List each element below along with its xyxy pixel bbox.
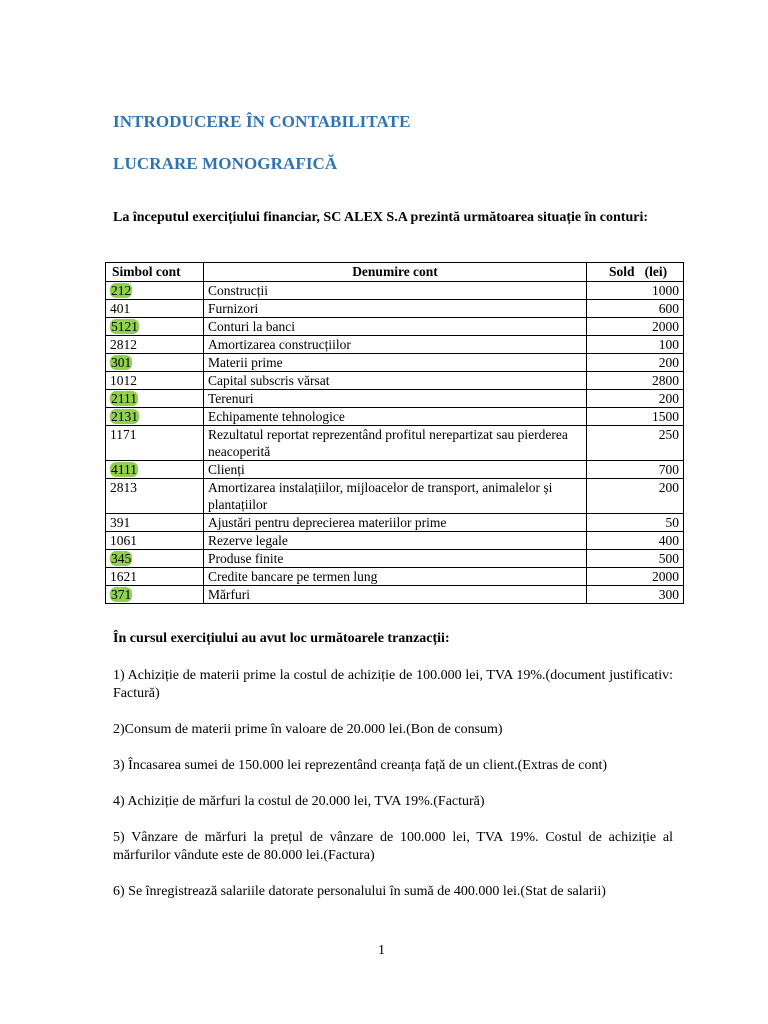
account-symbol xyxy=(106,300,204,318)
account-symbol xyxy=(106,532,204,550)
account-symbol xyxy=(106,550,204,568)
transaction-item: 2)Consum de materii prime în valoare de 20.000 lei.(Bon de consum) xyxy=(113,722,503,737)
table-row xyxy=(106,514,684,532)
account-name: Terenuri xyxy=(204,390,587,408)
document-subtitle: LUCRARE MONOGRAFICĂ xyxy=(113,154,338,173)
account-name: Mărfuri xyxy=(204,586,587,604)
account-symbol-text: 371 xyxy=(111,587,132,602)
account-symbol-text: 2111 xyxy=(111,391,137,406)
account-name: Echipamente tehnologice xyxy=(204,408,587,426)
account-symbol xyxy=(106,318,204,336)
document-title: INTRODUCERE ÎN CONTABILITATE xyxy=(113,112,411,131)
account-symbol xyxy=(106,408,204,426)
table-header-row xyxy=(106,263,684,282)
table-row xyxy=(106,568,684,586)
account-balance: 200 xyxy=(587,354,684,372)
table-row xyxy=(106,532,684,550)
account-symbol-text: 2131 xyxy=(111,409,138,424)
transaction-item: 5) Vânzare de mărfuri la prețul de vânzare de 100.000 lei, TVA 19%. Costul de achiziție al mărfurilor vândute este de 80.000 lei.(Factura) xyxy=(113,830,673,863)
transactions-heading: În cursul exercițiului au avut loc următoarele tranzacții: xyxy=(113,631,450,646)
account-symbol xyxy=(106,336,204,354)
table-row xyxy=(106,408,684,426)
accounts-table xyxy=(105,262,684,604)
transaction-item: 3) Încasarea sumei de 150.000 lei reprezentând creanța față de un client.(Extras de cont) xyxy=(113,758,608,773)
account-symbol-text: 345 xyxy=(111,551,132,566)
account-balance: 300 xyxy=(587,586,684,604)
table-row xyxy=(106,479,684,514)
account-balance: 700 xyxy=(587,461,684,479)
account-symbol xyxy=(106,461,204,479)
account-symbol xyxy=(106,514,204,532)
account-name: Capital subscris vărsat xyxy=(204,372,587,390)
account-symbol xyxy=(106,568,204,586)
account-name: Amortizarea instalațiilor, mijloacelor de transport, animalelor și plantațiilor xyxy=(204,479,587,514)
account-symbol-text: 1621 xyxy=(110,569,137,584)
account-name: Rezerve legale xyxy=(204,532,587,550)
table-row xyxy=(106,586,684,604)
account-name: Furnizori xyxy=(204,300,587,318)
account-balance: 400 xyxy=(587,532,684,550)
account-symbol xyxy=(106,586,204,604)
account-symbol-text: 301 xyxy=(111,355,132,370)
account-symbol-text: 1061 xyxy=(110,533,137,548)
table-row xyxy=(106,390,684,408)
account-balance: 1000 xyxy=(587,282,684,300)
account-symbol-text: 391 xyxy=(110,515,131,530)
account-symbol xyxy=(106,354,204,372)
account-balance: 200 xyxy=(587,479,684,514)
table-row xyxy=(106,336,684,354)
column-header-symbol: Simbol cont xyxy=(106,263,204,282)
account-symbol-text: 5121 xyxy=(111,319,138,334)
account-symbol-text: 401 xyxy=(110,301,131,316)
account-symbol xyxy=(106,479,204,514)
account-name: Produse finite xyxy=(204,550,587,568)
page-number: 1 xyxy=(378,943,385,958)
account-symbol-text: 2812 xyxy=(110,337,137,352)
intro-paragraph: La începutul exercițiului financiar, SC ALEX S.A prezintă următoarea situație în conturi: xyxy=(113,210,649,225)
account-symbol-text: 2813 xyxy=(110,480,137,495)
account-balance: 1500 xyxy=(587,408,684,426)
column-header-name: Denumire cont xyxy=(204,263,587,282)
account-balance: 250 xyxy=(587,426,684,461)
account-symbol-text: 212 xyxy=(111,283,132,298)
table-row xyxy=(106,372,684,390)
table-row xyxy=(106,426,684,461)
account-name: Amortizarea construcțiilor xyxy=(204,336,587,354)
account-symbol-text: 1171 xyxy=(110,427,137,442)
account-symbol-text: 1012 xyxy=(110,373,137,388)
account-balance: 2000 xyxy=(587,568,684,586)
account-balance: 2000 xyxy=(587,318,684,336)
account-name: Credite bancare pe termen lung xyxy=(204,568,587,586)
table-row xyxy=(106,318,684,336)
account-name: Construcții xyxy=(204,282,587,300)
table-row xyxy=(106,300,684,318)
account-symbol-text: 4111 xyxy=(111,462,137,477)
table-body xyxy=(106,282,684,604)
table-row xyxy=(106,550,684,568)
table-row xyxy=(106,282,684,300)
account-name: Materii prime xyxy=(204,354,587,372)
table-row xyxy=(106,461,684,479)
transaction-item: 4) Achiziție de mărfuri la costul de 20.000 lei, TVA 19%.(Factură) xyxy=(113,794,485,809)
transaction-item: 1) Achiziție de materii prime la costul de achiziție de 100.000 lei, TVA 19%.(document justificativ: Factură) xyxy=(113,668,673,701)
account-name: Conturi la banci xyxy=(204,318,587,336)
account-name: Rezultatul reportat reprezentând profitul nerepartizat sau pierderea neacoperită xyxy=(204,426,587,461)
account-balance: 500 xyxy=(587,550,684,568)
transaction-item: 6) Se înregistrează salariile datorate personalului în sumă de 400.000 lei.(Stat de salarii) xyxy=(113,884,606,899)
column-header-sold: Sold (lei) xyxy=(587,263,684,282)
account-balance: 200 xyxy=(587,390,684,408)
account-balance: 100 xyxy=(587,336,684,354)
account-symbol xyxy=(106,282,204,300)
account-balance: 600 xyxy=(587,300,684,318)
account-name: Clienți xyxy=(204,461,587,479)
account-symbol xyxy=(106,426,204,461)
account-symbol xyxy=(106,390,204,408)
account-symbol xyxy=(106,372,204,390)
account-balance: 2800 xyxy=(587,372,684,390)
account-name: Ajustări pentru deprecierea materiilor prime xyxy=(204,514,587,532)
table-row xyxy=(106,354,684,372)
account-balance: 50 xyxy=(587,514,684,532)
